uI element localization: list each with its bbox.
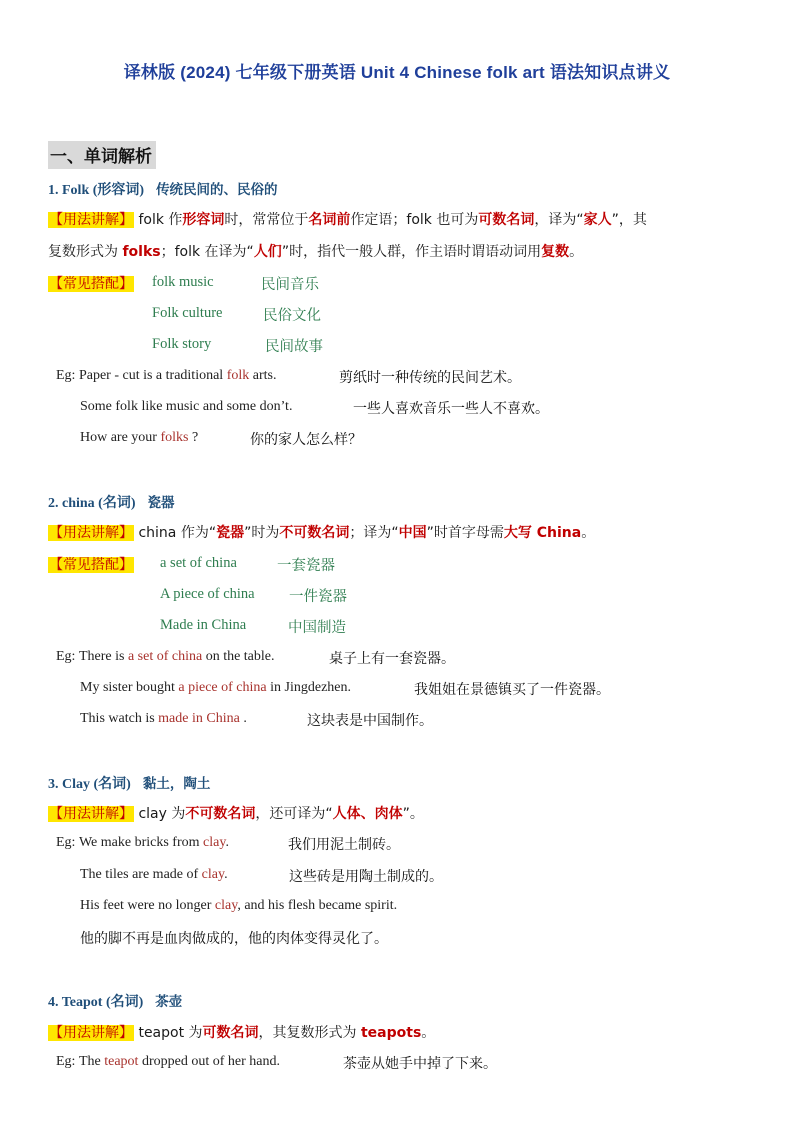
collocation-cn: 中国制造 xyxy=(288,620,346,636)
eg-label: Eg: xyxy=(56,1054,76,1069)
usage-label: 【用法讲解】 xyxy=(49,1025,133,1041)
example-text: , and his flesh became spirit. xyxy=(237,898,398,913)
collocation-en: Folk culture xyxy=(152,305,223,321)
usage-highlight: 中国 xyxy=(398,525,427,541)
example-text: How are your xyxy=(80,430,161,445)
usage-line xyxy=(48,803,424,823)
example-sentence xyxy=(56,649,275,665)
word-heading-folk xyxy=(48,178,278,199)
usage-line xyxy=(48,241,583,261)
usage-highlight: 可数名词 xyxy=(202,1025,259,1041)
usage-text: ”时，指代一般人群，作主语时谓语动词用 xyxy=(281,244,542,260)
eg-label: Eg: xyxy=(56,368,76,383)
eg-label: Eg: xyxy=(56,649,76,664)
example-text: We make bricks from xyxy=(78,835,204,850)
example-text: There is xyxy=(78,649,128,664)
example-sentence xyxy=(80,711,247,727)
usage-highlight: 不可数名词 xyxy=(185,806,256,822)
example-translation: 茶壶从她手中掉了下来。 xyxy=(343,1056,497,1072)
word-heading-teapot xyxy=(48,990,182,1011)
example-sentence xyxy=(56,835,229,851)
usage-text: ；folk 在译为“ xyxy=(160,244,254,260)
collocation-label-row xyxy=(48,273,134,293)
usage-label: 【用法讲解】 xyxy=(49,525,133,541)
example-text: This watch is xyxy=(80,711,159,726)
example-text: in Jingdezhen. xyxy=(266,680,351,695)
example-text: on the table. xyxy=(202,649,275,664)
collocation-cn: 一件瓷器 xyxy=(289,589,347,605)
usage-text: ，译为“ xyxy=(534,212,584,228)
example-text: . xyxy=(225,835,229,850)
section-heading: 一、单词解析 xyxy=(48,141,156,169)
usage-highlight: 大写 China xyxy=(503,525,582,541)
example-translation: 桌子上有一套瓷器。 xyxy=(329,651,455,667)
usage-highlight: 不可数名词 xyxy=(279,525,350,541)
usage-highlight: 复数 xyxy=(541,244,570,260)
usage-line xyxy=(48,209,647,229)
usage-highlight: 瓷器 xyxy=(216,525,245,541)
collocation-en: Folk story xyxy=(152,336,212,352)
example-text: . xyxy=(239,711,247,726)
example-translation: 这些砖是用陶土制成的。 xyxy=(289,869,443,885)
example-translation: 我姐姐在景德镇买了一件瓷器。 xyxy=(414,682,610,698)
collocation-en: A piece of china xyxy=(160,586,255,602)
usage-text: ，还可译为“ xyxy=(255,806,333,822)
usage-label: 【用法讲解】 xyxy=(49,806,133,822)
example-sentence xyxy=(80,680,351,696)
example-sentence xyxy=(80,898,397,914)
example-sentence xyxy=(56,368,276,384)
example-text: The xyxy=(78,1054,105,1069)
example-text: Some folk like music and some don’t. xyxy=(80,399,293,414)
usage-text: ，其复数形式为 xyxy=(258,1025,361,1041)
example-text: The tiles are made of xyxy=(80,867,202,882)
collocation-cn: 一套瓷器 xyxy=(277,558,335,574)
word-heading-clay xyxy=(48,772,210,793)
usage-line xyxy=(48,1022,435,1042)
example-text: dropped out of her hand. xyxy=(138,1054,280,1069)
example-highlight: clay xyxy=(201,867,225,882)
word-heading-en: 4. Teapot (名词) xyxy=(48,995,144,1010)
word-heading-en: 1. Folk (形容词) xyxy=(48,183,145,198)
collocation-en: folk music xyxy=(152,274,214,290)
usage-highlight: 形容词 xyxy=(182,212,225,228)
word-heading-en: 3. Clay (名词) xyxy=(48,777,131,792)
usage-text: teapot 为 xyxy=(138,1025,203,1041)
collocation-label: 【常见搭配】 xyxy=(49,557,133,573)
example-text: My sister bought xyxy=(80,680,179,695)
usage-text: 。 xyxy=(581,525,596,541)
example-translation: 你的家人怎么样？ xyxy=(250,432,362,448)
example-sentence xyxy=(80,430,198,446)
usage-text: 复数形式为 xyxy=(48,244,123,260)
usage-highlight: 家人 xyxy=(583,212,612,228)
page-title: 译林版 (2024) 七年级下册英语 Unit 4 Chinese folk art 语法知识点讲义 xyxy=(123,63,671,82)
usage-text: folk 作 xyxy=(138,212,183,228)
example-highlight: folks xyxy=(160,430,189,445)
collocation-en: Made in China xyxy=(160,617,247,633)
usage-highlight: 人体、肉体 xyxy=(332,806,403,822)
example-highlight: clay xyxy=(203,835,226,850)
usage-text: ”时首字母需 xyxy=(426,525,504,541)
usage-highlight: 名词前 xyxy=(308,212,351,228)
example-text: Paper - cut is a traditional xyxy=(78,368,227,383)
usage-text: clay 为 xyxy=(138,806,186,822)
example-text: ? xyxy=(188,430,199,445)
usage-line xyxy=(48,522,595,542)
usage-highlight: 人们 xyxy=(253,244,282,260)
usage-text: ；译为“ xyxy=(349,525,399,541)
word-heading-en: 2. china (名词) xyxy=(48,496,136,511)
collocation-cn: 民俗文化 xyxy=(263,308,321,324)
example-text: . xyxy=(224,867,228,882)
word-heading-china xyxy=(48,491,175,512)
example-highlight: teapot xyxy=(104,1054,139,1069)
example-sentence xyxy=(80,399,292,415)
eg-label: Eg: xyxy=(56,835,76,850)
collocation-label-row xyxy=(48,554,134,574)
example-sentence xyxy=(56,1054,280,1070)
example-highlight: a piece of china xyxy=(178,680,267,695)
usage-label: 【用法讲解】 xyxy=(49,212,133,228)
example-highlight: clay xyxy=(214,898,238,913)
example-highlight: folk xyxy=(226,368,250,383)
usage-highlight: teapots xyxy=(360,1025,422,1041)
usage-text: 。 xyxy=(421,1025,436,1041)
example-translation: 一些人喜欢音乐一些人不喜欢。 xyxy=(353,401,549,417)
example-translation: 这块表是中国制作。 xyxy=(307,713,433,729)
usage-text: ”，其 xyxy=(611,212,647,228)
usage-text: ”时为 xyxy=(244,525,280,541)
usage-text: ”。 xyxy=(402,806,424,822)
usage-text: china 作为“ xyxy=(138,525,217,541)
example-highlight: a set of china xyxy=(127,649,203,664)
usage-text: 作定语；folk 也可为 xyxy=(350,212,479,228)
collocation-cn: 民间音乐 xyxy=(261,277,319,293)
word-heading-cn: 瓷器 xyxy=(147,495,175,511)
usage-text: 。 xyxy=(569,244,584,260)
example-text: arts. xyxy=(249,368,277,383)
word-heading-cn: 黏土，陶土 xyxy=(142,776,211,792)
example-translation: 我们用泥土制砖。 xyxy=(288,837,400,853)
collocation-label: 【常见搭配】 xyxy=(49,276,133,292)
collocation-en: a set of china xyxy=(160,555,237,571)
usage-highlight: 可数名词 xyxy=(478,212,535,228)
usage-highlight: folks xyxy=(122,244,161,260)
word-heading-cn: 传统民间的、民俗的 xyxy=(156,182,278,198)
example-highlight: made in China xyxy=(158,711,240,726)
example-sentence xyxy=(80,867,228,883)
example-translation: 他的脚不再是血肉做成的，他的肉体变得灵化了。 xyxy=(80,931,388,947)
collocation-cn: 民间故事 xyxy=(265,339,323,355)
word-heading-cn: 茶壶 xyxy=(155,994,183,1010)
example-text: His feet were no longer xyxy=(80,898,215,913)
usage-text: 时，常常位于 xyxy=(224,212,309,228)
example-translation: 剪纸时一种传统的民间艺术。 xyxy=(339,370,521,386)
